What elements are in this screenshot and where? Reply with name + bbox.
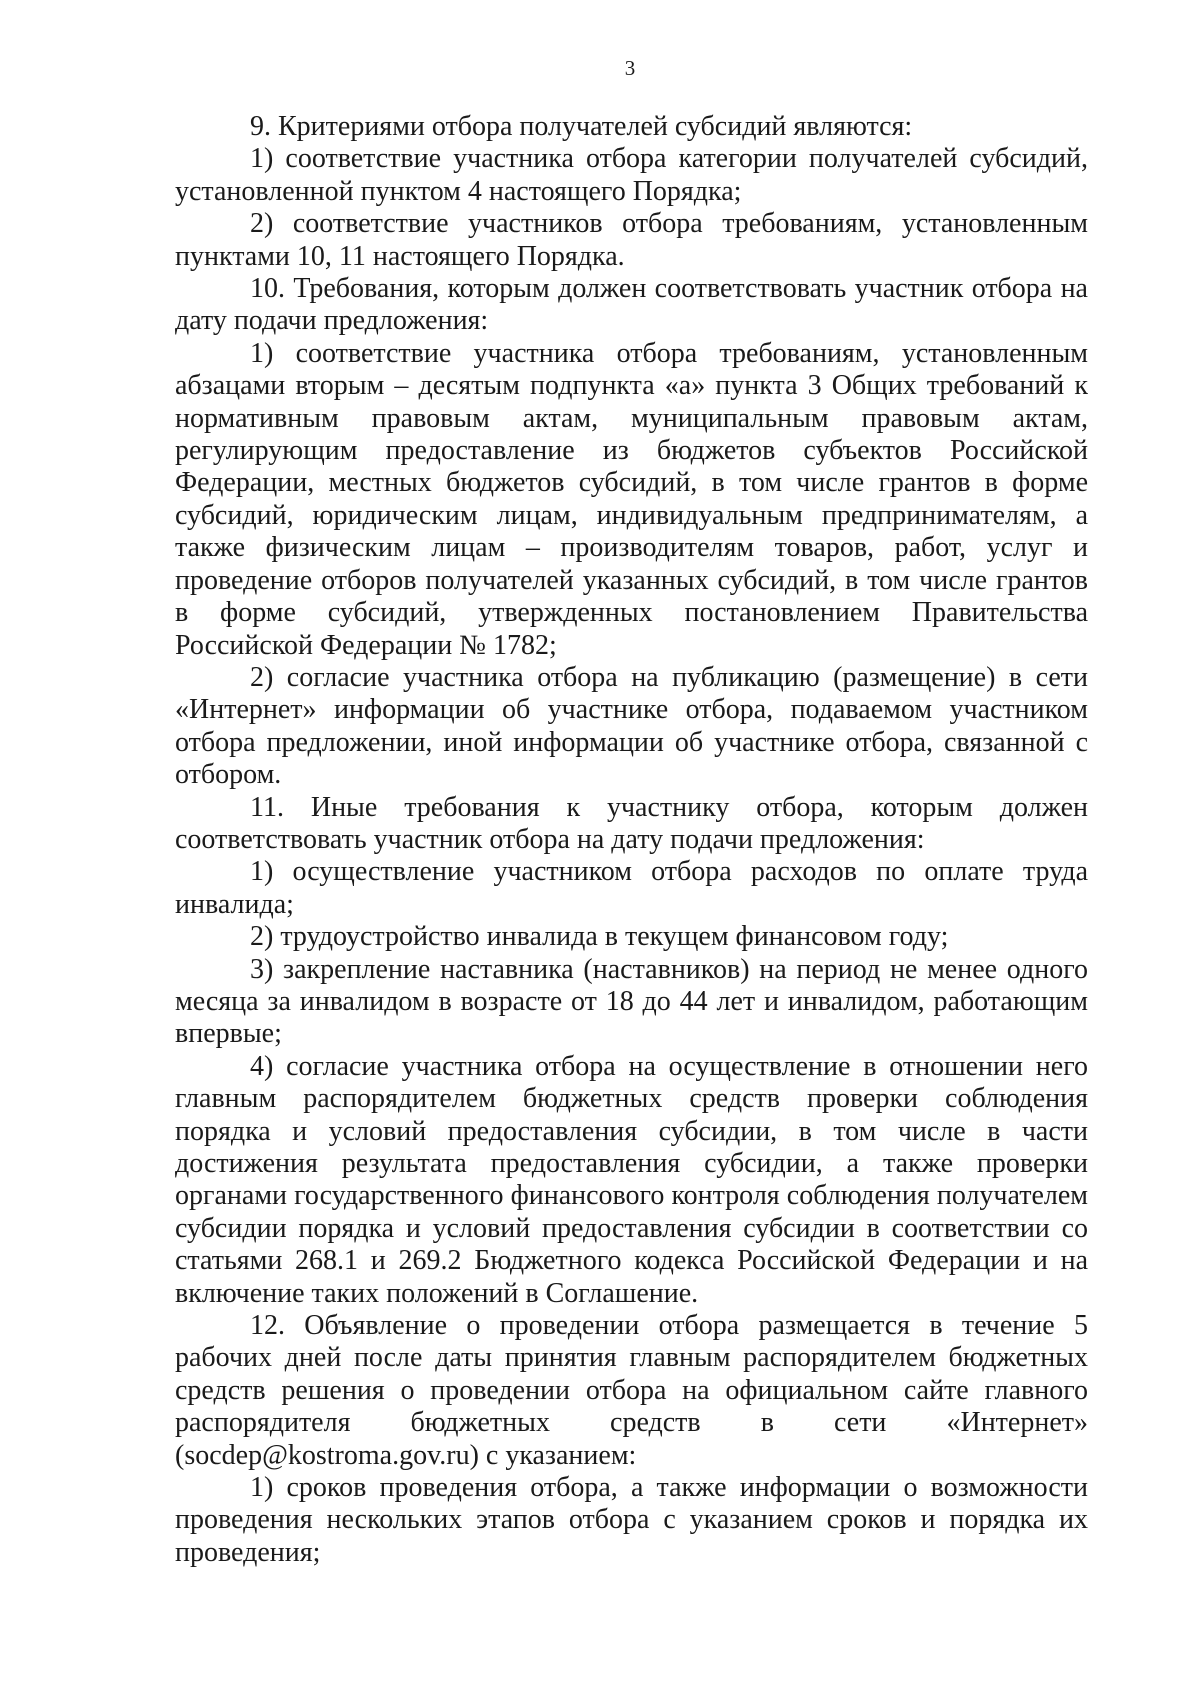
paragraph-11-other-requirements: 11. Иные требования к участнику отбора, которым должен соответствовать участник отбора на дату подачи предложения: <box>175 791 1088 855</box>
paragraph-10-item-1: 1) соответствие участника отбора требованиям, установленным абзацами вторым – десятым подпункта «а» пункта 3 Общих требований к нормативным правовым актам, муниципальным правовым актам, регулирующим предоставление из бюджетов субъектов Российской Федерации, местных бюджетов субсидий, в том числе грантов в форме субсидий, юридическим лицам, индивидуальным предпринимателям, а также физическим лицам – производителям товаров, работ, услуг и проведение отборов получателей указанных субсидий, в том числе грантов в форме субсидий, утвержденных постановлением Правительства Российской Федерации № 1782; <box>175 337 1088 661</box>
paragraph-11-item-3: 3) закрепление наставника (наставников) на период не менее одного месяца за инвалидом в возрасте от 18 до 44 лет и инвалидом, работающим впервые; <box>175 953 1088 1050</box>
paragraph-11-item-4: 4) согласие участника отбора на осуществление в отношении него главным распорядителем бюджетных средств проверки соблюдения порядка и условий предоставления субсидии, в том числе в части достижения результата предоставления субсидии, а также проверки органами государственного финансового контроля соблюдения получателем субсидии порядка и условий предоставления субсидии в соответствии со статьями 268.1 и 269.2 Бюджетного кодекса Российской Федерации и на включение таких положений в Соглашение. <box>175 1050 1088 1309</box>
paragraph-12-announcement: 12. Объявление о проведении отбора размещается в течение 5 рабочих дней после даты принятия главным распорядителем бюджетных средств решения о проведении отбора на официальном сайте главного распорядителя бюджетных средств в сети «Интернет» (socdep@kostroma.gov.ru) с указанием: <box>175 1310 1088 1471</box>
paragraph-10-item-2: 2) согласие участника отбора на публикацию (размещение) в сети «Интернет» информации об участнике отбора, подаваемом участником отбора предложении, иной информации об участнике отбора, связанной с отбором. <box>175 661 1088 791</box>
paragraph-9-item-2: 2) соответствие участников отбора требованиям, установленным пунктами 10, 11 настоящего Порядка. <box>175 208 1088 272</box>
page-number: 3 <box>624 56 636 80</box>
paragraph-10-requirements: 10. Требования, которым должен соответствовать участник отбора на дату подачи предложения: <box>175 273 1088 337</box>
paragraph-9-item-1: 1) соответствие участника отбора категории получателей субсидий, установленной пунктом 4 настоящего Порядка; <box>175 143 1088 207</box>
document-body <box>175 111 1088 1569</box>
paragraph-11-item-1: 1) осуществление участником отбора расходов по оплате труда инвалида; <box>175 856 1088 920</box>
paragraph-11-item-2: 2) трудоустройство инвалида в текущем финансовом году; <box>250 921 949 953</box>
paragraph-9-selection-criteria: 9. Критериями отбора получателей субсидий являются: <box>250 111 913 142</box>
paragraph-12-item-1: 1) сроков проведения отбора, а также информации о возможности проведения нескольких этапов отбора с указанием сроков и порядка их проведения; <box>175 1472 1088 1568</box>
